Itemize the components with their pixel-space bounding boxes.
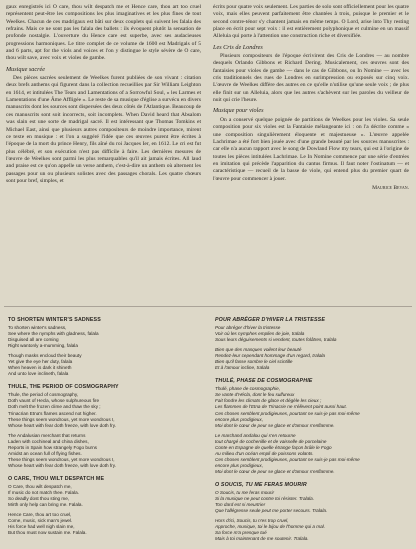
- song-title: O CARE, THOU WILT DESPATCH ME: [8, 475, 105, 482]
- song-lyrics: [8, 317, 208, 377]
- lyric-line: Amidst an ocean full of flying fishes.: [8, 450, 82, 456]
- lyric-line: Moi dont le cœur de peur se glace et d'amour s'enflamme.: [215, 422, 335, 428]
- lyric-line: Thulé, phase de cosmographie,: [215, 386, 281, 392]
- lyric-line: So deadly dost thou sting me,: [8, 496, 70, 502]
- lyric-line: Trinacrian Etna's flames ascend not higher.: [8, 410, 97, 416]
- lyric-line: Fait fondre les climats de glace et dégèle les cieux ;: [215, 398, 322, 404]
- lyric-line: Right wantonly a-mumming, falala: [8, 343, 78, 349]
- lyric-line: These things seem wondrous, yet more wondrous I,: [8, 456, 115, 462]
- lyric-line: Bien que des masques voilent leur beauté: [215, 347, 302, 353]
- lyrics-english: [8, 317, 208, 543]
- lyric-line: The Andalusian merchant that returns: [8, 432, 86, 438]
- lyric-line: Hors d'ici, Soucis, tu n'es trop cruel,: [215, 518, 289, 524]
- song-lyrics: [215, 378, 415, 475]
- author-signature: Maurice Bevan.: [372, 184, 409, 191]
- lyric-line: Bien qu'il fasse sombre le ciel scintille: [215, 359, 293, 365]
- essay-column-left: [6, 4, 201, 185]
- lyric-line: When heaven is dark it shineth: [8, 365, 72, 371]
- lyric-line: Voir où les nymphes emplies de joie, tralala: [215, 331, 305, 337]
- lyric-line: Ton dard est si meurtrier: [215, 502, 266, 508]
- lyric-line: Thule, the period of cosmography,: [8, 392, 79, 398]
- song-lyrics: [215, 317, 415, 371]
- lyric-line: These things seem wondrous, yet more wondrous I,: [8, 416, 115, 422]
- song-title: O SOUCIS, TU ME FERAS MOURIR: [215, 481, 307, 488]
- lyric-line: Les flammes de l'Etna de Trinacrie ne s'élèvent point aussi haut.: [215, 404, 347, 410]
- lyric-line: Approche, musique, toi le bijou de l'homme qui a mal.: [215, 524, 325, 530]
- lyric-line: encore plus prodigieux,: [215, 416, 263, 422]
- lyric-line: Que l'allégresse seule peut me porter secours. Tralala.: [215, 508, 328, 514]
- lyric-line: Reports in Spain how strangely Fogo burns: [8, 444, 97, 450]
- lyric-line: Pour abréger d'hiver la tristesse: [215, 325, 281, 330]
- lyric-line: O Care, thou wilt despatch me,: [8, 483, 72, 489]
- lyric-line: Se vante d'Hécla, dont le feu sulfureux: [215, 392, 295, 398]
- lyric-line: Ces choses semblent prodigieuses, pourtant ne suis-je pas moi-même: [215, 410, 360, 416]
- lyric-line: If music do not match thee. Falala.: [8, 489, 79, 495]
- lyric-line: Rendez-leur cependant hommage d'un regard, tralala: [215, 353, 326, 359]
- lyric-line: Mirth only help can bring me. Falala.: [8, 502, 83, 508]
- lyric-line: Doth vaunt of Hecla, whose sulphureous fire: [8, 398, 100, 404]
- essay-paragraph: gaux enregistrés ici O care, thou wilt despatch me et Hence care, thou art too cruel représentent peut-être les compositions les plus imaginatives et les plus fines de tout Weelkes. Chacun de ces madrigaux est bâti sur deux couplets qui suivent les falala des refrains. Mais ce ne sont pas les falala des ballets : ils évoquent plutôt la sensation de profonde nostalgie. L'ouverture du Hence care est superbe, avec ses audacieuses progressions harmoniques. Le titre complet de ce volume de 1600 est Madrigals of 5 and 6 parts, apt for the viols and voices et l'on y distingue le style sévère de O care, thou wilt save, avec voix et violes de gambe.: [6, 4, 201, 62]
- song-title: THULÉ, PHASE DE COSMOGRAPHIE: [215, 378, 313, 385]
- lyric-line: Ces choses semblent prodigieuses, pourtant ne suis-je pas moi-même: [215, 456, 360, 462]
- essay-paragraph: Des pièces sacrées seulement de Weelkes furent publiées de son vivant : citation deux brefs anthems qui figurent dans la collection recueillies par Sir William Leighton en 1614, et intitulées The Tears and Lamentations of a Sorrowful Soul, « les Larmes et Lamentations d'une Âme Affligée ». Le reste de sa musique d'église a survécu en divers manuscrits dont les sources sont dispersées des deux côtés de l'Atlantique. Beaucoup de ces manuscrits sont soit incorrects, soit incomplets. When David heard that Absalom was slain est une sorte de madrigal sacré. Il est intéressant que Thomas Tomkins et Michael East, ainsi que plusieurs autres compositeurs de moindre importance, mirent ce texte en musique : et l'on a suggéré l'idée que ces œuvres purent être écrites à l'époque de la mort du prince Henry, fils aîné du roi Jacques Ier, en 1612. Le cri est fut plus célébré, et son exécution n'est pas difficile à faire. Les dernières mesures de l'œuvre de Weelkes sont parmi les plus remarquables qu'il ait jamais écrites. All laud and praise est ce qu'on appelle un verse anthem, c'est-à-dire un anthem où alternent les passages pour un ou plusieurs solistes avec des passages chorals. Les quatre chœurs sont pour bref, simples, et: [6, 75, 201, 184]
- essay-paragraph: On a conservé quelque poignée de partitions de Weelkes pour les violes. Sa seule composition pour six violes est la Fantaisie mélangeante ici : on l'a décrite comme « une composition singulièrement éloquente et majestueuse ». L'œuvre appelée Lachrimae a été fort bien jouée avec d'une grande beauté par les sources manuscrites : car elle n'a aucun rapport avec le song de Dowland Flow my tears, qui est à l'origine de toutes les pièces intitulées Lachrimae. Le In Nomine commence par une série d'entrées en imitation qui précède l'apparition du cantus firmus. Il faut noter l'ostinatum — et caractéristique — recueil de la basse de viole, qui entend plus du premier quart de l'œuvre pour commencer à jouer.: [213, 116, 409, 182]
- song-lyrics: [8, 384, 208, 469]
- song-lyrics: [8, 476, 208, 536]
- lyric-line: Le marchand andalou qui s'en retourne: [215, 432, 296, 438]
- lyric-line: Hence Care, thou art too cruel,: [8, 512, 72, 518]
- lyric-line: Whose heart with fear doth freeze, with love doth fry.: [8, 462, 116, 468]
- lyric-line: O Soucis, tu me feras mourir: [215, 489, 275, 495]
- essay-paragraph: écrits pour quatre voix seulement. Les parties de solo sont officiellement pour les quatre voix, mais elles peuvent parfaitement être chantées à trois, puisque le premier et le second contre-ténor s'y chantent jamais en même temps. O Lord, arise into Thy resting place en écrit pour sept voix : il est entièrement polyphonique et culmine en un massif Alleluia qui porte à l'attention une construction riche et diversifiée.: [213, 4, 409, 40]
- lyric-line: Come, music, sick man's jewel.: [8, 518, 73, 524]
- song-title: THULE, THE PERIOD OF COSMOGRAPHY: [8, 384, 119, 391]
- song-lyrics: [215, 482, 415, 542]
- section-heading-london-cries: Les Cris de Londres: [213, 43, 263, 51]
- song-title: TO SHORTEN WINTER'S SADNESS: [8, 317, 101, 323]
- lyric-line: Whose heart with fear doth freeze, with love doth fry.: [8, 422, 116, 428]
- lyric-line: Mais à toi maintenant de me soutenir. Tralala.: [215, 536, 309, 542]
- lyric-line: tout chargé de cochenille et de vaisselle de porcelaine: [215, 438, 327, 444]
- lyric-line: Et à l'amour incline, tralala: [215, 365, 270, 371]
- lyric-line: Though masks encloud their beauty: [8, 353, 82, 359]
- lyric-line: To shorten winter's sadness,: [8, 325, 67, 330]
- lyrics-french: [215, 317, 415, 549]
- lyric-line: Sous leurs déguisements si vendent, toutes folâtres, tralala: [215, 337, 337, 343]
- section-heading-sacred-music: Musique sacrée: [6, 65, 46, 73]
- lyric-line: And unto love inclineth, falala: [8, 371, 69, 377]
- lyric-line: Si la musique ne peut contre toi résister. Tralala.: [215, 496, 315, 502]
- lyric-line: Conte en Espagne de quelle étrange façon brûle le Fogo: [215, 444, 332, 450]
- essay-paragraph: Plusieurs compositeurs de l'époque écrivirent des Cris de Londres — au nombre desquels Orlando Gibbons et Richard Dering. Musicalement, ces œuvres sont des fantaisies pour violes de gambe — dans le cas de Gibbons, ou In Nomine — avec les cris traditionnels des rues de Londres en surimpression ou exposés sur cinq voix. L'œuvre de Weelkes diffère des autres en ce qu'elle n'utilise qu'une seule voix ; de plus elle finit sur un Alleluia, alors que les autres s'achèvent sur les paroles du veilleur de nuit qui crie l'heure.: [213, 53, 409, 104]
- section-heading-viol-music: Musique pour violes: [213, 107, 264, 115]
- lyric-line: Sa force m'a presque tué: [215, 530, 267, 536]
- lyric-line: His force had well nigh slain me,: [8, 524, 75, 530]
- lyric-line: Disguised all are coming: [8, 337, 59, 343]
- lyric-line: Doth melt the frozen clime and thaw the sky ;: [8, 404, 101, 410]
- essay-column-right: [213, 4, 409, 192]
- lyric-line: Yet give the eye her duty, falala: [8, 359, 73, 365]
- lyric-line: See where the nymphs with gladness, falala: [8, 331, 99, 337]
- lyric-line: Moi dont le cœur de peur se glace et d'amour s'enflamme.: [215, 468, 335, 474]
- section-divider: [4, 306, 412, 307]
- lyric-line: Laden with cochineal and china dishes,: [8, 438, 89, 444]
- song-title: POUR ABRÉGER D'HIVER LA TRISTESSE: [215, 317, 326, 323]
- lyric-line: Au milieu d'un océan empli de poissons volants.: [215, 450, 314, 456]
- lyric-line: encore plus prodigieux,: [215, 462, 263, 468]
- lyric-line: But thou must now sustain me. Falala.: [8, 530, 87, 536]
